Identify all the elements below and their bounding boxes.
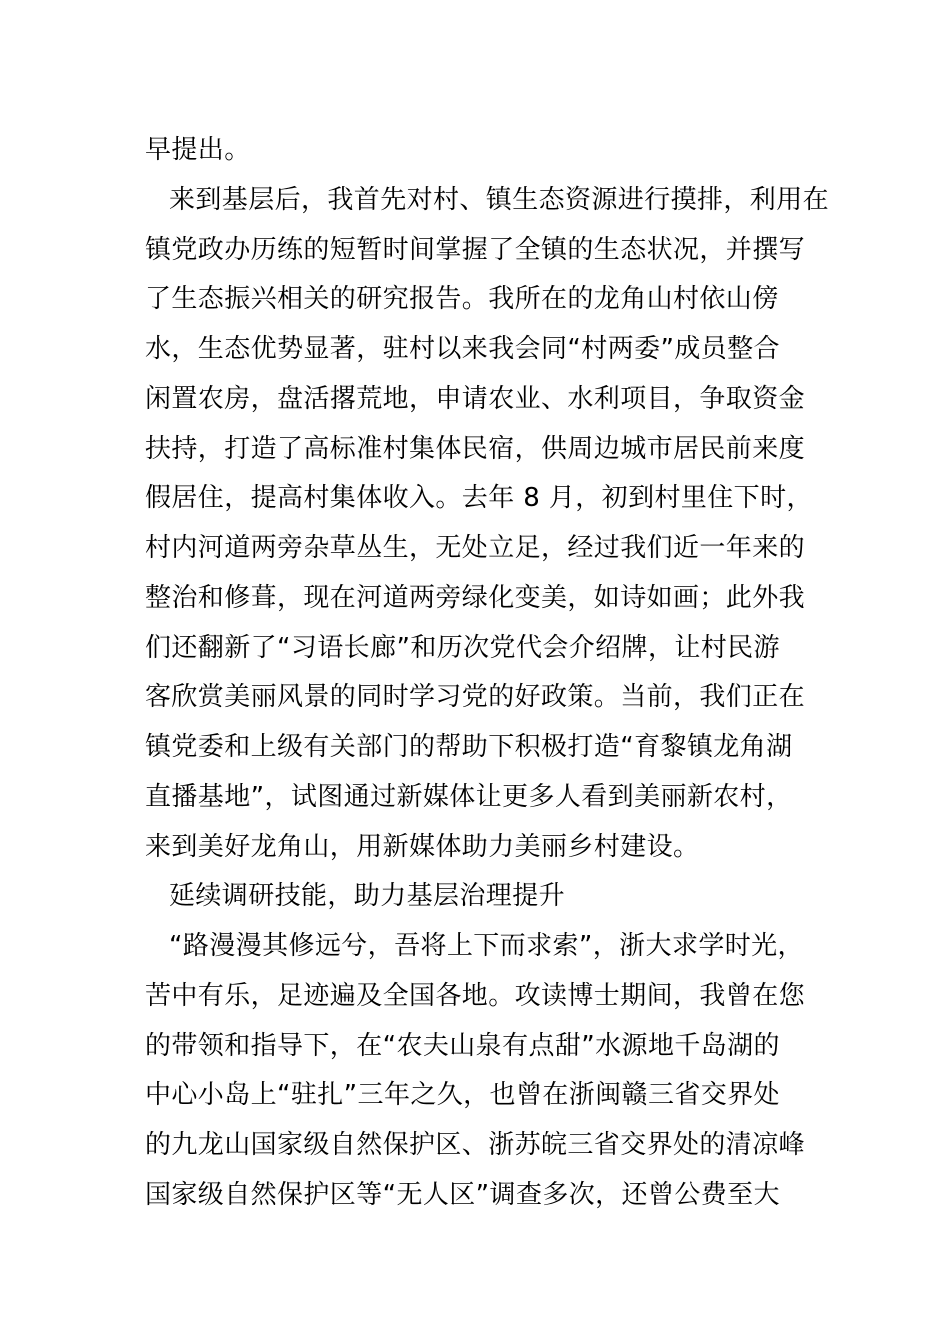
text-line: 镇党政办历练的短暂时间掌握了全镇的生态状况，并撰写: [145, 234, 806, 265]
text-line: 扶持，打造了高标准村集体民宿，供周边城市居民前来度: [145, 433, 806, 464]
text-line: 苦中有乐，足迹遍及全国各地。攻读博士期间，我曾在您: [145, 980, 806, 1011]
text-line: 客欣赏美丽风景的同时学习党的好政策。当前，我们正在: [145, 682, 806, 713]
section-heading: 延续调研技能，助力基层治理提升: [169, 881, 566, 912]
text-line: 整治和修葺，现在河道两旁绿化变美，如诗如画；此外我: [145, 582, 806, 613]
text-line: 来到美好龙角山，用新媒体助力美丽乡村建设。: [145, 831, 700, 862]
text-line: 假居住，提高村集体收入。去年 8 月，初到村里住下时，: [145, 483, 813, 514]
paragraph-start-line: “路漫漫其修远兮，吾将上下而求索”，浙大求学时光，: [169, 931, 804, 961]
text-line: 的九龙山国家级自然保护区、浙苏皖三省交界处的清凉峰: [145, 1130, 806, 1160]
text-line: 直播基地”，试图通过新媒体让更多人看到美丽新农村，: [145, 781, 793, 812]
text-line: 的带领和指导下，在“农夫山泉有点甜”水源地千岛湖的: [145, 1030, 780, 1061]
text-line: 镇党委和上级有关部门的帮助下积极打造“育黎镇龙角湖: [145, 732, 793, 762]
text-line: 们还翻新了“习语长廊”和历次党代会介绍牌，让村民游: [145, 632, 780, 663]
text-line: 早提出。: [145, 135, 251, 165]
text-line: 闲置农房，盘活撂荒地，申请农业、水利项目，争取资金: [145, 383, 806, 414]
text-line: 了生态振兴相关的研究报告。我所在的龙角山村依山傍: [145, 284, 779, 315]
body-text: [145, 126, 830, 1221]
text-line: 水，生态优势显著，驻村以来我会同“村两委”成员整合: [145, 334, 780, 364]
text-line: 国家级自然保护区等“无人区”调查多次，还曾公费至大: [145, 1179, 780, 1210]
paragraph-start-line: 来到基层后，我首先对村、镇生态资源进行摸排，利用在: [169, 184, 830, 215]
text-line: 村内河道两旁杂草丛生，无处立足，经过我们近一年来的: [145, 533, 806, 563]
text-line: 中心小岛上“驻扎”三年之久，也曾在浙闽赣三省交界处: [145, 1080, 780, 1111]
